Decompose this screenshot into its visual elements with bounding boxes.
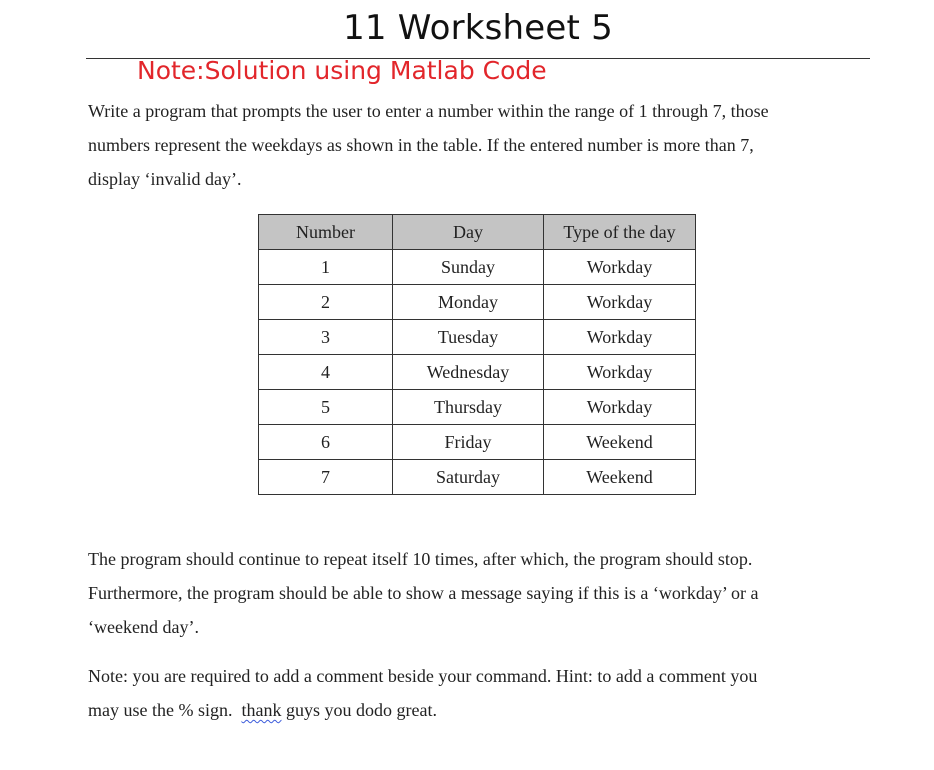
cell-day: Wednesday bbox=[393, 355, 544, 390]
paragraph-line: The program should continue to repeat itself 10 times, after which, the program should stop. bbox=[88, 549, 753, 569]
cell-day: Friday bbox=[393, 425, 544, 460]
paragraph-line: Note: you are required to add a comment beside your command. Hint: to add a comment you bbox=[88, 666, 758, 686]
table-row bbox=[259, 250, 696, 285]
paragraph-line: numbers represent the weekdays as shown in the table. If the entered number is more than 7, bbox=[88, 135, 754, 155]
cell-type: Workday bbox=[544, 285, 696, 320]
cell-number: 3 bbox=[259, 320, 393, 355]
text-run: may use the % sign. bbox=[88, 700, 242, 720]
page-title: 11 Worksheet 5 bbox=[343, 8, 613, 48]
cell-type: Workday bbox=[544, 390, 696, 425]
cell-day: Tuesday bbox=[393, 320, 544, 355]
table-row bbox=[259, 320, 696, 355]
spellcheck-flagged-word: thank bbox=[241, 700, 282, 720]
repeat-paragraph bbox=[88, 542, 759, 644]
paragraph-line bbox=[88, 693, 757, 727]
cell-number: 4 bbox=[259, 355, 393, 390]
cell-number: 6 bbox=[259, 425, 393, 460]
column-header-number: Number bbox=[259, 215, 393, 250]
cell-type: Workday bbox=[544, 320, 696, 355]
comment-note-paragraph bbox=[88, 659, 757, 727]
column-header-day: Day bbox=[393, 215, 544, 250]
cell-type: Weekend bbox=[544, 425, 696, 460]
cell-day: Thursday bbox=[393, 390, 544, 425]
paragraph-line: Write a program that prompts the user to enter a number within the range of 1 through 7, those bbox=[88, 101, 769, 121]
cell-day: Sunday bbox=[393, 250, 544, 285]
paragraph-line: ‘weekend day’. bbox=[88, 617, 199, 637]
paragraph-line: display ‘invalid day’. bbox=[88, 169, 242, 189]
cell-type: Weekend bbox=[544, 460, 696, 495]
cell-number: 2 bbox=[259, 285, 393, 320]
cell-number: 5 bbox=[259, 390, 393, 425]
table-row bbox=[259, 285, 696, 320]
weekday-table bbox=[258, 214, 696, 495]
solution-note: Note:Solution using Matlab Code bbox=[137, 56, 547, 85]
paragraph-line: Furthermore, the program should be able to show a message saying if this is a ‘workday’ or a bbox=[88, 583, 759, 603]
problem-paragraph bbox=[88, 94, 769, 196]
cell-day: Monday bbox=[393, 285, 544, 320]
table-header-row bbox=[259, 215, 696, 250]
text-run: guys you dodo great. bbox=[281, 700, 437, 720]
cell-number: 7 bbox=[259, 460, 393, 495]
cell-type: Workday bbox=[544, 355, 696, 390]
table-row bbox=[259, 390, 696, 425]
cell-number: 1 bbox=[259, 250, 393, 285]
column-header-type: Type of the day bbox=[544, 215, 696, 250]
cell-type: Workday bbox=[544, 250, 696, 285]
table-row bbox=[259, 355, 696, 390]
table-row bbox=[259, 460, 696, 495]
cell-day: Saturday bbox=[393, 460, 544, 495]
table-row bbox=[259, 425, 696, 460]
